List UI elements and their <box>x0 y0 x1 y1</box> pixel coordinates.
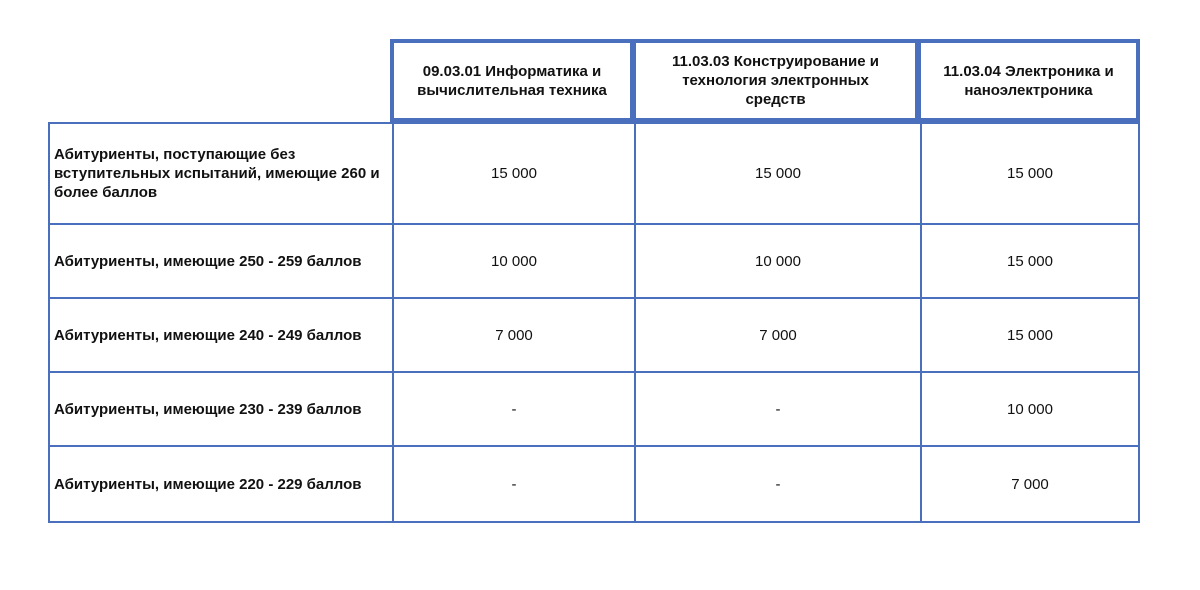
table-cell: - <box>392 447 634 521</box>
table-cell: 15 000 <box>920 124 1138 223</box>
table-cell: - <box>392 373 634 445</box>
table-cell: 15 000 <box>920 225 1138 297</box>
table-cell: 10 000 <box>392 225 634 297</box>
column-header-informatics: 09.03.01 Информатика и вычислительная техника <box>390 39 634 122</box>
table-cell: 7 000 <box>392 299 634 371</box>
table-cell: - <box>634 447 920 521</box>
table-cell: 15 000 <box>920 299 1138 371</box>
row-label: Абитуриенты, имеющие 240 - 249 баллов <box>54 326 362 344</box>
row-label: Абитуриенты, имеющие 220 - 229 баллов <box>54 475 362 493</box>
table-row <box>50 445 1138 521</box>
row-label: Абитуриенты, имеющие 230 - 239 баллов <box>54 400 362 418</box>
table-cell: 15 000 <box>634 124 920 223</box>
scholarship-table <box>48 39 1140 523</box>
table-row <box>50 124 1138 223</box>
table-cell: 15 000 <box>392 124 634 223</box>
table-cell: 7 000 <box>920 447 1138 521</box>
column-header-electronic-design: 11.03.03 Конструирование и технология электронных средств <box>632 39 919 122</box>
table-cell: - <box>634 373 920 445</box>
row-label: Абитуриенты, имеющие 250 - 259 баллов <box>54 252 362 270</box>
column-header-nanoelectronics: 11.03.04 Электроника и наноэлектроника <box>917 39 1140 122</box>
table-cell: 10 000 <box>920 373 1138 445</box>
table-row <box>50 297 1138 371</box>
table-cell: 7 000 <box>634 299 920 371</box>
row-label: Абитуриенты, поступающие без вступительных испытаний, имеющие 260 и более баллов <box>54 146 380 201</box>
table-row <box>50 371 1138 445</box>
table-header-row <box>48 39 1140 122</box>
table-body <box>48 122 1140 523</box>
table-row <box>50 223 1138 297</box>
table-cell: 10 000 <box>634 225 920 297</box>
